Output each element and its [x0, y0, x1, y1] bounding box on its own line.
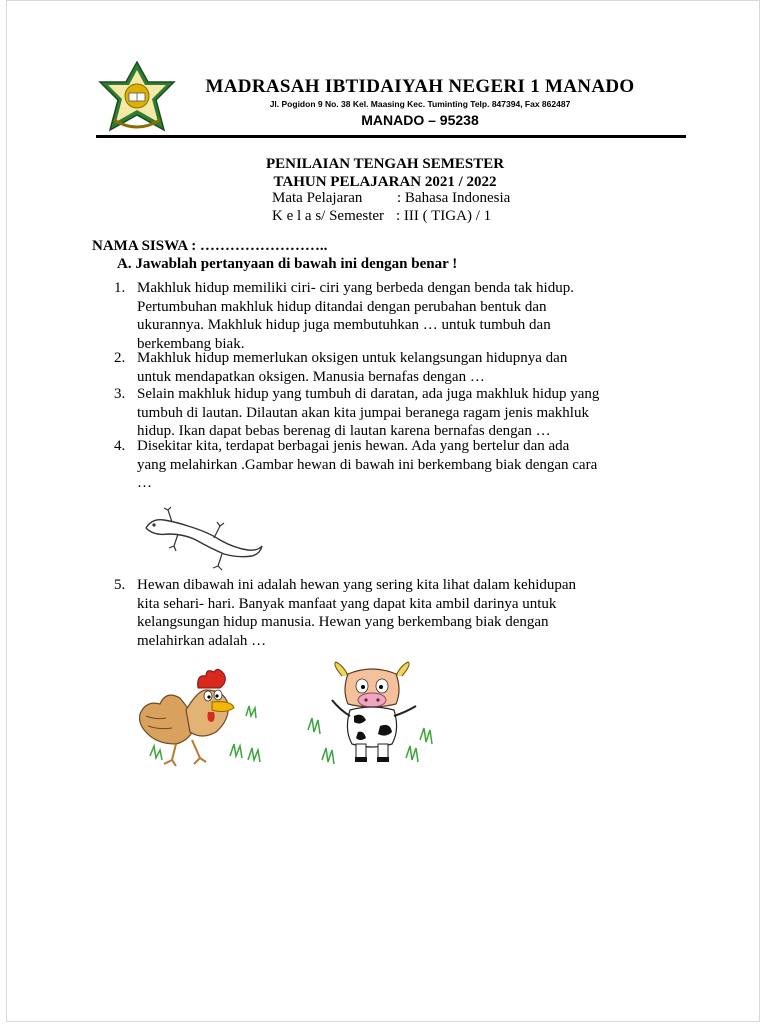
student-name-field: NAMA SISWA : ……………………..: [92, 238, 328, 254]
question-line: hidup. Ikan dapat bebas berenag di lautan karena bernafas dengan …: [137, 423, 551, 439]
section-instruction: A. Jawablah pertanyaan di bawah ini dengan benar !: [117, 256, 458, 272]
class-label: K e l a s/ Semester: [272, 208, 385, 224]
question-line: untuk mendapatkan oksigen. Manusia bernafas dengan …: [137, 368, 485, 385]
question-number: 5.: [114, 577, 126, 593]
question-line: Selain makhluk hidup yang tumbuh di daratan, ada juga makhluk hidup yang: [137, 386, 600, 402]
question-line: kita sehari- hari. Banyak manfaat yang dapat kita ambil darinya untuk: [137, 595, 557, 612]
subject-label: Mata Pelajaran: [272, 190, 363, 206]
question-line: melahirkan adalah …: [137, 632, 267, 649]
school-name: MADRASAH IBTIDAIYAH NEGERI 1 MANADO: [205, 76, 635, 97]
class-value: : III ( TIGA) / 1: [396, 208, 492, 224]
page-border: [6, 0, 760, 1022]
lizard-illustration: [138, 506, 264, 572]
question-line: Pertumbuhan makhluk hidup ditandai dengan perubahan bentuk dan: [137, 298, 547, 315]
question-line: ukurannya. Makhluk hidup juga membutuhkan … untuk tumbuh dan: [137, 317, 551, 333]
subject-row: [272, 189, 510, 207]
question-line: …: [137, 475, 152, 491]
letterhead-divider: [96, 135, 686, 138]
exam-title-line1: PENILAIAN TENGAH SEMESTER: [265, 156, 505, 172]
question-line: kelangsungan hidup manusia. Hewan yang berkembang biak dengan: [137, 614, 549, 630]
question-line: Disekitar kita, terdapat berbagai jenis hewan. Ada yang bertelur dan ada: [137, 438, 570, 454]
rooster-illustration: [136, 660, 276, 770]
cow-illustration: [302, 660, 452, 768]
question-number: 1.: [114, 280, 126, 296]
question-line: Hewan dibawah ini adalah hewan yang sering kita lihat dalam kehidupan: [137, 577, 577, 593]
subject-value: : Bahasa Indonesia: [397, 190, 511, 206]
school-city: MANADO – 95238: [361, 112, 479, 128]
question-line: Makhluk hidup memerlukan oksigen untuk kelangsungan hidupnya dan: [137, 350, 568, 366]
school-logo-icon: [96, 60, 178, 136]
question-1: [114, 279, 694, 353]
question-number: 4.: [114, 438, 126, 454]
exam-title: [120, 155, 650, 191]
school-address: Jl. Pogidon 9 No. 38 Kel. Maasing Kec. Tuminting Telp. 847394, Fax 862487: [269, 99, 571, 109]
question-line: berkembang biak.: [137, 335, 245, 352]
exam-title-line2: TAHUN PELAJARAN 2021 / 2022: [273, 174, 497, 190]
question-number: 2.: [114, 350, 126, 366]
question-number: 3.: [114, 386, 126, 402]
question-line: yang melahirkan .Gambar hewan di bawah ini berkembang biak dengan cara: [137, 456, 598, 473]
question-3: [114, 385, 694, 441]
question-5: [114, 576, 694, 650]
question-2: [114, 349, 694, 386]
question-line: Makhluk hidup memiliki ciri- ciri yang berbeda dengan benda tak hidup.: [137, 280, 574, 296]
question-line: tumbuh di lautan. Dilautan akan kita jumpai beranega ragam jenis makhluk: [137, 404, 589, 421]
class-row: [272, 207, 510, 225]
question-4: [114, 437, 694, 493]
exam-meta: [272, 189, 510, 225]
